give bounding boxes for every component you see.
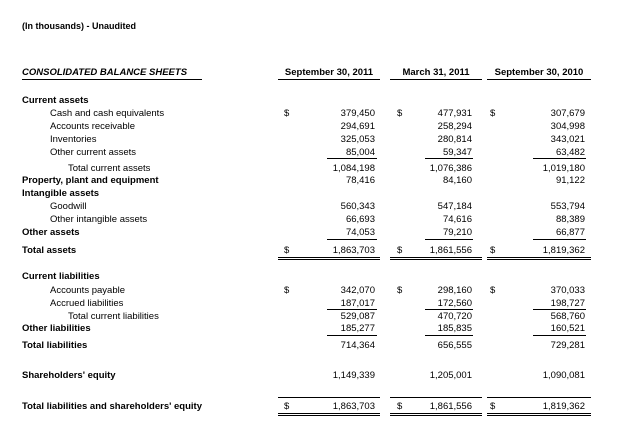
cell-value: 379,450 [340, 108, 375, 119]
cell-value: 1,090,081 [542, 370, 585, 381]
assets-rule-col3 [533, 239, 586, 240]
cell-value: 74,616 [442, 214, 472, 225]
cell-value: 1,149,339 [332, 370, 375, 381]
table-row [0, 134, 622, 146]
cell-value: 553,794 [550, 201, 585, 212]
table-row [0, 147, 622, 159]
cell-value: 74,053 [345, 227, 375, 238]
table-row [0, 271, 622, 283]
liab-rule-col1 [327, 335, 377, 336]
cell-value: 88,389 [555, 214, 585, 225]
final-top-rule-col1 [278, 397, 380, 398]
cell-value: 714,364 [340, 340, 375, 351]
row-label: Total current liabilities [68, 311, 159, 322]
table-row [0, 188, 622, 200]
table-row [0, 214, 622, 226]
final-double-rule-col2 [390, 413, 482, 416]
column-header-mar-2011: March 31, 2011 [402, 67, 470, 78]
cell-value: 63,482 [555, 147, 585, 158]
final-top-rule-col3 [487, 397, 591, 398]
cell-value: 198,727 [550, 298, 585, 309]
cell-value: 258,294 [437, 121, 472, 132]
currency-symbol: $ [397, 285, 403, 296]
row-label: Other assets [22, 227, 80, 238]
cell-value: 59,347 [442, 147, 472, 158]
total-assets-double-rule-col2 [390, 257, 482, 260]
currency-symbol: $ [397, 108, 403, 119]
currency-symbol: $ [490, 245, 496, 256]
cell-value: 185,835 [437, 323, 472, 334]
table-row [0, 245, 622, 257]
final-double-rule-col1 [278, 413, 380, 416]
table-row [0, 370, 622, 382]
row-label: Other intangible assets [50, 214, 148, 225]
current-liab-rule-col3 [533, 309, 586, 310]
header-rule-col3 [487, 79, 591, 80]
total-assets-double-rule-col3 [487, 257, 591, 260]
cell-value: 1,019,180 [542, 163, 585, 174]
row-label: Other liabilities [22, 323, 91, 334]
cell-value: 370,033 [550, 285, 585, 296]
cell-value: 66,693 [345, 214, 375, 225]
table-row [0, 340, 622, 352]
row-label: Intangible assets [22, 188, 100, 199]
table-row [0, 121, 622, 133]
row-label: Total assets [22, 245, 77, 256]
table-row [0, 95, 622, 107]
assets-rule-col1 [327, 239, 377, 240]
row-label: Total current assets [68, 163, 151, 174]
currency-symbol: $ [490, 108, 496, 119]
table-row [0, 298, 622, 310]
table-row [0, 227, 622, 239]
cell-value: 160,521 [550, 323, 585, 334]
final-top-rule-col2 [390, 397, 482, 398]
statement-title: CONSOLIDATED BALANCE SHEETS [22, 67, 188, 78]
row-label: Property, plant and equipment [22, 175, 159, 186]
row-label: Inventories [50, 134, 97, 145]
cell-value: 172,560 [437, 298, 472, 309]
cell-value: 1,076,386 [429, 163, 472, 174]
table-row [0, 323, 622, 335]
cell-value: 1,819,362 [542, 401, 585, 412]
table-row [0, 401, 622, 413]
cell-value: 547,184 [437, 201, 472, 212]
row-label: Other current assets [50, 147, 137, 158]
table-row [0, 285, 622, 297]
cell-value: 1,861,556 [429, 401, 472, 412]
column-header-sep-2010: September 30, 2010 [494, 67, 584, 78]
cell-value: 568,760 [550, 311, 585, 322]
currency-symbol: $ [284, 401, 290, 412]
cell-value: 656,555 [437, 340, 472, 351]
cell-value: 477,931 [437, 108, 472, 119]
final-double-rule-col3 [487, 413, 591, 416]
cell-value: 298,160 [437, 285, 472, 296]
currency-symbol: $ [397, 401, 403, 412]
current-liab-rule-col1 [327, 309, 377, 310]
cell-value: 343,021 [550, 134, 585, 145]
currency-symbol: $ [284, 245, 290, 256]
subtotal-rule-col2 [425, 158, 473, 159]
header-rule-col1 [278, 79, 380, 80]
cell-value: 91,122 [555, 175, 585, 186]
cell-value: 1,205,001 [429, 370, 472, 381]
cell-value: 84,160 [442, 175, 472, 186]
cell-value: 304,998 [550, 121, 585, 132]
cell-value: 729,281 [550, 340, 585, 351]
cell-value: 1,863,703 [332, 401, 375, 412]
cell-value: 187,017 [340, 298, 375, 309]
cell-value: 85,004 [345, 147, 375, 158]
cell-value: 1,863,703 [332, 245, 375, 256]
current-liab-rule-col2 [425, 309, 473, 310]
cell-value: 529,087 [340, 311, 375, 322]
cell-value: 1,084,198 [332, 163, 375, 174]
assets-rule-col2 [425, 239, 473, 240]
subtotal-rule-col3 [533, 158, 586, 159]
liab-rule-col2 [425, 335, 473, 336]
header-rule-col2 [390, 79, 482, 80]
cell-value: 185,277 [340, 323, 375, 334]
row-label: Shareholders' equity [22, 370, 116, 381]
column-header-sep-2011: September 30, 2011 [284, 67, 374, 78]
row-label: Accounts receivable [50, 121, 136, 132]
cell-value: 342,070 [340, 285, 375, 296]
table-row [0, 201, 622, 213]
row-label: Total liabilities [22, 340, 88, 351]
cell-value: 280,814 [437, 134, 472, 145]
table-row [0, 311, 622, 323]
row-label: Goodwill [50, 201, 87, 212]
row-label: Cash and cash equivalents [50, 108, 165, 119]
table-row [0, 175, 622, 187]
currency-symbol: $ [397, 245, 403, 256]
cell-value: 1,861,556 [429, 245, 472, 256]
currency-symbol: $ [284, 285, 290, 296]
cell-value: 307,679 [550, 108, 585, 119]
cell-value: 325,053 [340, 134, 375, 145]
currency-symbol: $ [490, 285, 496, 296]
table-row [0, 108, 622, 120]
unaudited-note: (In thousands) - Unaudited [22, 21, 136, 31]
liab-rule-col3 [533, 335, 586, 336]
header-rule-title [22, 79, 202, 80]
row-label: Total liabilities and shareholders' equity [22, 401, 202, 412]
cell-value: 470,720 [437, 311, 472, 322]
row-label: Current assets [22, 95, 89, 106]
cell-value: 560,343 [340, 201, 375, 212]
currency-symbol: $ [490, 401, 496, 412]
table-row [0, 163, 622, 175]
currency-symbol: $ [284, 108, 290, 119]
total-assets-double-rule-col1 [278, 257, 380, 260]
subtotal-rule-col1 [327, 158, 377, 159]
cell-value: 78,416 [345, 175, 375, 186]
row-label: Accounts payable [50, 285, 125, 296]
cell-value: 294,691 [340, 121, 375, 132]
cell-value: 1,819,362 [542, 245, 585, 256]
row-label: Current liabilities [22, 271, 100, 282]
row-label: Accrued liabilities [50, 298, 124, 309]
cell-value: 66,877 [555, 227, 585, 238]
cell-value: 79,210 [442, 227, 472, 238]
